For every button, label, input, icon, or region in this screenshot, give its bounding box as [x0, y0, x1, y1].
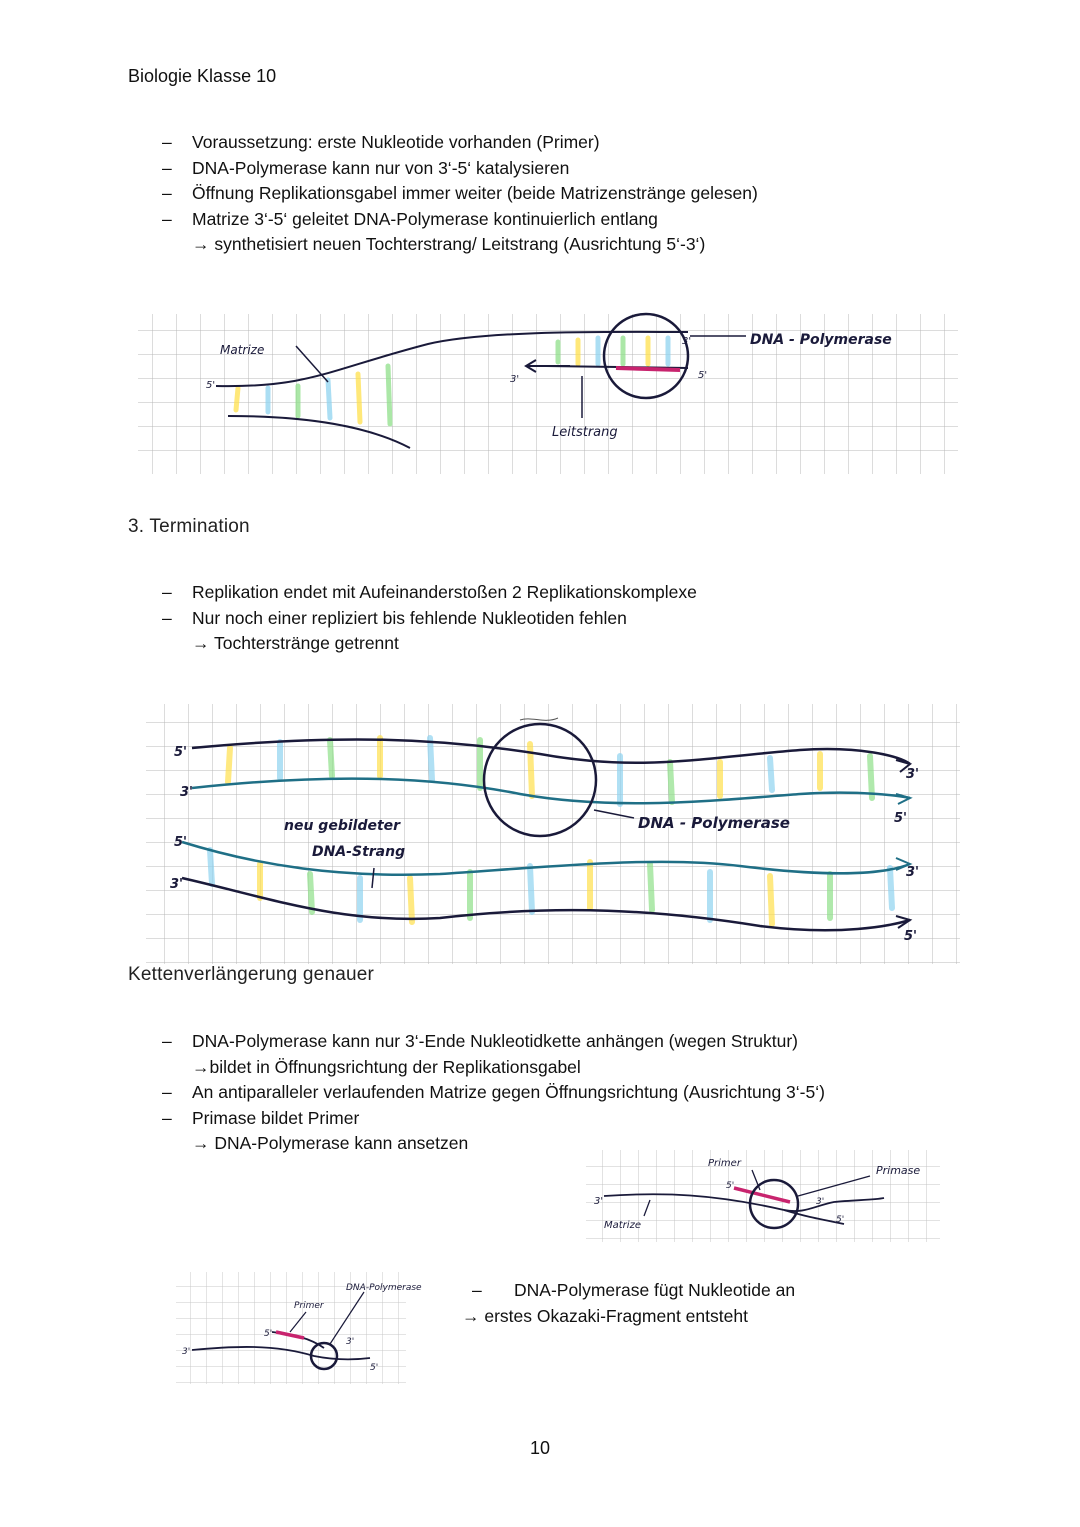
primer-label: Primer	[708, 1158, 741, 1169]
new-strand-label-1: neu gebildeter	[284, 818, 401, 834]
end-label: 3'	[510, 374, 520, 385]
list-item: – Primase bildet Primer	[128, 1106, 1048, 1132]
end-label: 3'	[346, 1337, 355, 1347]
termination-bullet-list	[128, 580, 1028, 657]
okazaki-bullet: – DNA-Polymerase fügt Nukleotide an → erstes Okazaki-Fragment entsteht	[462, 1278, 962, 1329]
chain-elongation-heading: Kettenverlängerung genauer	[128, 964, 375, 985]
end-label: 5'	[698, 370, 708, 381]
leading-strand-sketch	[128, 306, 968, 484]
list-item-text: DNA-Polymerase fügt Nukleotide an	[514, 1280, 796, 1300]
chain-bullet-list	[128, 1029, 1048, 1157]
list-item-note: → erstes Okazaki-Fragment entsteht	[462, 1305, 748, 1326]
end-label: 3'	[906, 865, 920, 880]
list-item-text: Nur noch einer repliziert bis fehlende Nukleotiden fehlen	[192, 607, 627, 628]
list-item: – An antiparalleler verlaufenden Matrize gegen Öffnungsrichtung (Ausrichtung 3‘-5‘)	[128, 1080, 1048, 1106]
list-item-note: → Tochterstränge getrennt	[192, 633, 399, 653]
end-label: 5'	[370, 1363, 379, 1373]
end-label: 5'	[206, 380, 216, 391]
list-item-text: Primase bildet Primer	[192, 1107, 360, 1128]
polymerase-label: DNA - Polymerase	[638, 814, 790, 832]
list-item-note: → DNA-Polymerase kann ansetzen	[192, 1133, 469, 1153]
end-label: 3'	[180, 785, 194, 800]
list-item-text: DNA-Polymerase kann nur 3‘-Ende Nukleotidkette anhängen (wegen Struktur)	[192, 1031, 799, 1051]
end-label: 3'	[816, 1197, 825, 1207]
polymerase-primer-sketch	[174, 1270, 422, 1388]
list-item: – Voraussetzung: erste Nukleotide vorhanden (Primer)	[128, 130, 1028, 156]
primer-label: Primer	[294, 1301, 324, 1311]
list-item-text: An antiparalleler verlaufenden Matrize gegen Öffnungsrichtung (Ausrichtung 3‘-5‘)	[192, 1082, 825, 1102]
end-label: 3'	[182, 1347, 191, 1357]
termination-heading: 3. Termination	[128, 516, 250, 537]
page-number: 10	[529, 1438, 551, 1458]
primase-label: Primase	[876, 1164, 921, 1177]
polymerase-label: DNA - Polymerase	[750, 332, 892, 348]
list-item: – Öffnung Replikationsgabel immer weiter (beide Matrizenstränge gelesen)	[128, 181, 1028, 207]
end-label: 5'	[894, 811, 908, 826]
polymerase-label: DNA-Polymerase	[346, 1283, 422, 1293]
end-label: 5'	[264, 1329, 273, 1339]
end-label: 5'	[904, 929, 918, 944]
elongation-bullet-list	[128, 130, 1028, 258]
matrize-label: Matrize	[220, 343, 265, 357]
list-item-text: Öffnung Replikationsgabel immer weiter (beide Matrizenstränge gelesen)	[192, 183, 758, 203]
end-label: 3'	[906, 767, 920, 782]
matrize-label: Matrize	[604, 1220, 641, 1231]
new-strand-label-2: DNA-Strang	[312, 844, 406, 860]
list-item-note: →bildet in Öffnungsrichtung der Replikationsgabel	[192, 1056, 581, 1077]
end-label: 5'	[726, 1181, 735, 1191]
list-item-note: → synthetisiert neuen Tochterstrang/ Leitstrang (Ausrichtung 5‘-3‘)	[192, 234, 706, 254]
end-label: 3'	[682, 336, 692, 347]
primase-sketch	[584, 1148, 944, 1246]
end-label: 3'	[170, 877, 184, 892]
list-item-text: Replikation endet mit Aufeinanderstoßen 2 Replikationskomplexe	[192, 582, 697, 602]
list-item-text: Matrize 3‘-5‘ geleitet DNA-Polymerase kontinuierlich entlang	[192, 208, 658, 229]
end-label: 5'	[174, 835, 188, 850]
leitstrang-label: Leitstrang	[552, 425, 618, 440]
list-item-text: Voraussetzung: erste Nukleotide vorhanden (Primer)	[192, 132, 600, 152]
list-item: – Replikation endet mit Aufeinanderstoßen 2 Replikationskomplexe	[128, 580, 1028, 606]
list-item-text: DNA-Polymerase kann nur von 3‘-5‘ katalysieren	[192, 157, 570, 178]
end-label: 3'	[594, 1196, 604, 1207]
list-item: – DNA-Polymerase kann nur von 3‘-5‘ katalysieren	[128, 156, 1028, 182]
list-item: – Nur noch einer repliziert bis fehlende Nukleotiden fehlen	[128, 606, 1028, 632]
end-label: 5'	[836, 1215, 845, 1225]
termination-sketch	[140, 698, 964, 968]
list-item: – DNA-Polymerase kann nur 3‘-Ende Nukleotidkette anhängen (wegen Struktur)	[128, 1029, 1048, 1055]
new-nucleotides	[616, 368, 680, 370]
list-item: – Matrize 3‘-5‘ geleitet DNA-Polymerase kontinuierlich entlang	[128, 207, 1028, 233]
page-header: Biologie Klasse 10	[128, 66, 277, 86]
end-label: 5'	[174, 745, 188, 760]
